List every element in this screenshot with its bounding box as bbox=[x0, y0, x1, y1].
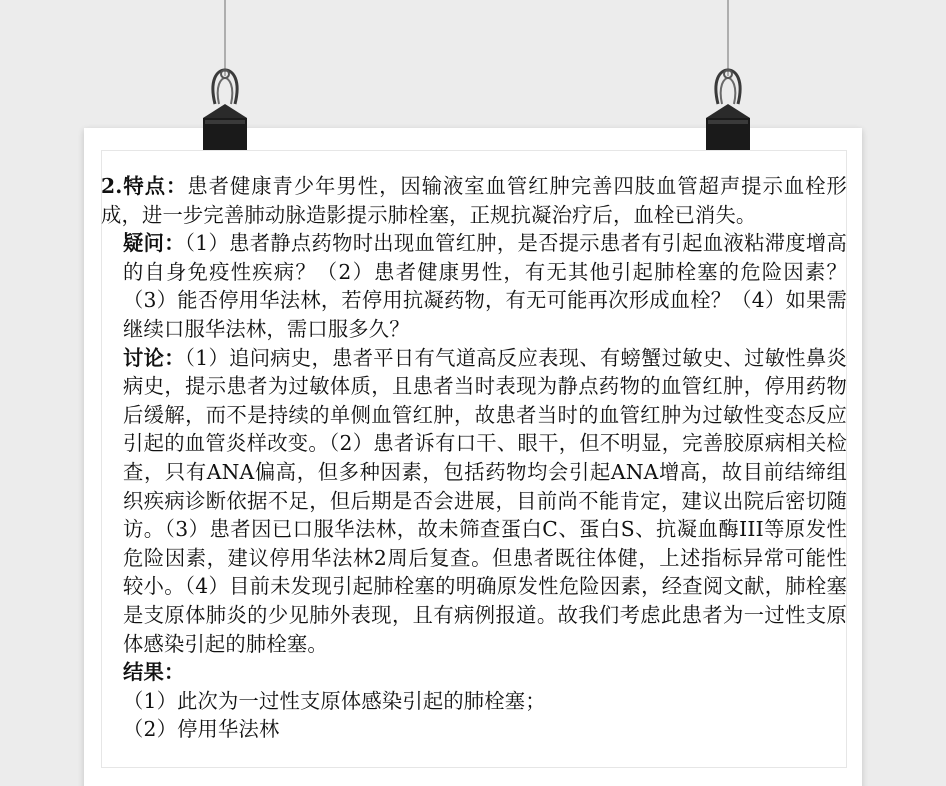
binder-clip-icon bbox=[197, 0, 253, 150]
characteristics-paragraph bbox=[101, 172, 847, 229]
result-item: （2）停用华法林 bbox=[123, 717, 280, 742]
discussion-text: （1）追问病史，患者平日有气道高反应表现、有螃蟹过敏史、过敏性鼻炎病史，提示患者为过敏体质，且患者当时表现为静点药物的血管红肿，停用药物后缓解，而不是持续的单侧血管红肿，故患者当时的血管红肿为过敏性变态反应引起的血管炎样改变。（2）患者诉有口干、眼干，但不明显，完善胶原病相关检查，只有ANA偏高，但多种因素，包括药物均会引起ANA增高，故目前结缔组织疾病诊断依据不足，但后期是否会进展，目前尚不能肯定，建议出院后密切随访。（3）患者因已口服华法林，故未筛查蛋白C、蛋白S、抗凝血酶III等原发性危险因素，建议停用华法林2周后复查。但患者既往体健，上述指标异常可能性较小。（4）目前未发现引起肺栓塞的明确原发性危险因素，经查阅文献，肺栓塞是支原体肺炎的少见肺外表现，且有病例报道。故我们考虑此患者为一过性支原体感染引起的肺栓塞。 bbox=[123, 345, 847, 656]
document-body bbox=[101, 172, 847, 744]
result-label: 结果： bbox=[123, 660, 185, 685]
result-heading bbox=[101, 658, 847, 687]
result-item: （1）此次为一过性支原体感染引起的肺栓塞； bbox=[123, 688, 546, 713]
question-paragraph bbox=[101, 229, 847, 343]
question-label: 疑问： bbox=[123, 231, 185, 256]
characteristics-label: 2.特点： bbox=[101, 174, 188, 198]
characteristics-text: 患者健康青少年男性，因输液室血管红肿完善四肢血管超声提示血栓形成，进一步完善肺动脉造影提示肺栓塞，正规抗凝治疗后，血栓已消失。 bbox=[101, 174, 847, 227]
question-text: （1）患者静点药物时出现血管红肿，是否提示患者有引起血液粘滞度增高的自身免疫性疾病？（2）患者健康男性，有无其他引起肺栓塞的危险因素？（3）能否停用华法林，若停用抗凝药物，有无可能再次形成血栓？（4）如果需继续口服华法林，需口服多久？ bbox=[123, 231, 847, 341]
binder-clip-icon bbox=[700, 0, 756, 150]
discussion-paragraph bbox=[101, 344, 847, 659]
discussion-label: 讨论： bbox=[123, 345, 185, 370]
